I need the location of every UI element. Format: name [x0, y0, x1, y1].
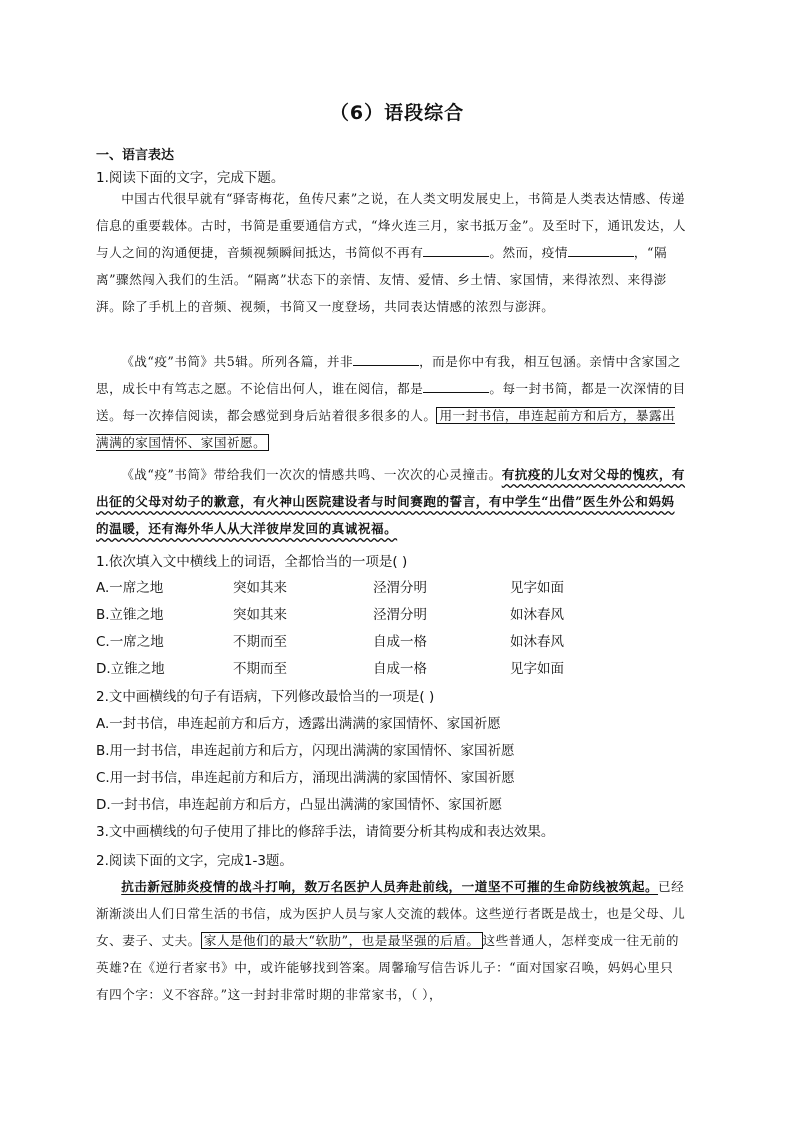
option-2-a: A.一封书信，串连起前方和后方，透露出满满的家国情怀、家国祈愿 — [96, 716, 501, 732]
underlined-sentence: 有抗疫的儿女对父母的愧疚，有出征的父母对幼子的歉意，有火神山医院建设者与时间赛跑的誓言，有中学生“出借”医生外公和妈妈的温暖，还有海外华人从大洋彼岸发回的真诚祝福。 — [96, 467, 686, 536]
option-2-b: B.用一封书信，串连起前方和后方，闪现出满满的家国情怀、家国祈愿 — [96, 743, 515, 759]
fill-blank-4 — [423, 380, 489, 393]
underlined-sentence-2: 抗击新冠肺炎疫情的战斗打响，数万名医护人员奔赴前线，一道坚不可摧的生命防线被筑起。 — [121, 879, 659, 894]
document-page: （6）语段综合 一、语言表达 1.阅读下面的文字，完成下题。 中国古代很早就有“驿寄梅花，鱼传尺素”之说，在人类文明发展史上，书简是人类表达情感、传递信息的重要载体。古时，书简是重要通信方式，“烽火连三月，家书抵万金”。及至时下，通讯发达，人与人之间的沟通便捷，音频视频瞬间抵达，书简似不再有 。然而，疫情 ，“隔离”骤然闯入我们的生活。“隔离”状态下的亲情、友情、爱情、乡土情、家国情，来得浓烈、来得澎湃。除了手机上的音频、视频，书简又一度登场，共同表达情感的浓烈与澎湃。 《战“疫”书简》共5辑。所列各篇，并非 ，而是你中有我，相互包涵。亲情中含家国之思，成长中有笃志之愿。不论信出何人，谁在阅信，都是 。每一封书简，都是一次深情的目送。每一次捧信阅读，都会感觉到身后站着很多很多的人。 用一封书信，串连起前方和后方，暴露出满满的家国情怀、家国祈愿。 《战“疫”书简》带给我们一次次的情感共鸣、一次次的心灵撞击。有抗疫的儿女对父母的愧疚，有出征的父母对幼子的歉意，有火神山医院建设者与时间赛跑的誓言，有中学生“出借”医生外公和妈妈的温暖，还有海外华人从大洋彼岸发回的真诚祝福。 1.依次填入文中横线上的词语，全都恰当的一项是( ) A.一席之地 突如其来 泾渭分明 见字如面 B.立锥之地 突如其来 泾渭分明 如沐春风 C.一席之地 不期而至 自成一格 如沐春风 D.立锥之地 不期而至 自成一格 见字如面 2.文中画横线的句子有语病，下列修改最恰当的一项是( ) A.一封书信，串连起前方和后方，透露出满满的家国情怀、家国祈愿 B.用一封书信，串连起前方和后方，闪现出满满的家国情怀、家国祈愿 C.用一封书信，串连起前方和后方，涌现出满满的家国情怀、家国祈愿 D.一封书信，串连起前方和后方，凸显出满满的家国情怀、家国祈愿 3.文中画横线的句子使用了排比的修辞手法，请简要分析其构成和表达效果。 2.阅读下面的文字，完成1-3题。 抗击新冠肺炎疫情的战斗打响，数万名医护人员奔赴前线，一道坚不可摧的生命防线被筑起。已经渐渐淡出人们日常生活的书信，成为医护人员与家人交流的载体。这些逆行者既是战士，也是父母、儿女、妻子、丈夫。 家人是他们的最大“软肋”，也是最坚强的后盾。 这些普通人，怎样变成一往无前的英雄?在《逆行者家书》中，或许能够找到答案。周馨瑜写信告诉儿子：“面对国家召唤，妈妈心里只有四个字：义不容辞。”这一封封非常时期的非常家书，（ ）， — [0, 0, 794, 1123]
boxed-sentence: 用一封书信，串连起前方和后方，暴露出满满的家国情怀、家国祈愿。 — [96, 408, 676, 450]
fill-blank-2 — [568, 244, 634, 257]
boxed-sentence-2: 家人是他们的最大“软肋”，也是最坚强的后盾。 — [201, 932, 483, 949]
question-1-2: 2.文中画横线的句子有语病，下列修改最恰当的一项是( ) — [96, 689, 435, 705]
page-title: （6）语段综合 — [329, 102, 465, 124]
option-2-d: D.一封书信，串连起前方和后方，凸显出满满的家国情怀、家国祈愿 — [96, 797, 503, 813]
passage-1-paragraph-2: 《战“疫”书简》共5辑。所列各篇，并非 ，而是你中有我，相互包涵。亲情中含家国之思，成长中有笃志之愿。不论信出何人，谁在阅信，都是 。每一封书简，都是一次深情的目送。每一次捧信阅读，都会感觉到身后站着很多很多的人。 用一封书信，串连起前方和后方，暴露出满满的家国情怀、家国祈愿。 — [96, 354, 686, 450]
passage-2-paragraph: 抗击新冠肺炎疫情的战斗打响，数万名医护人员奔赴前线，一道坚不可摧的生命防线被筑起。已经渐渐淡出人们日常生活的书信，成为医护人员与家人交流的载体。这些逆行者既是战士，也是父母、儿女、妻子、丈夫。 家人是他们的最大“软肋”，也是最坚强的后盾。 这些普通人，怎样变成一往无前的英雄?在《逆行者家书》中，或许能够找到答案。周馨瑜写信告诉儿子：“面对国家召唤，妈妈心里只有四个字：义不容辞。”这一封封非常时期的非常家书，（ ）， — [96, 879, 686, 1002]
question-2-intro: 2.阅读下面的文字，完成1-3题。 — [96, 853, 293, 869]
question-1-intro: 1.阅读下面的文字，完成下题。 — [96, 170, 285, 186]
passage-1-paragraph-1: 中国古代很早就有“驿寄梅花，鱼传尺素”之说，在人类文明发展史上，书简是人类表达情感、传递信息的重要载体。古时，书简是重要通信方式，“烽火连三月，家书抵万金”。及至时下，通讯发达，人与人之间的沟通便捷，音频视频瞬间抵达，书简似不再有 。然而，疫情 ，“隔离”骤然闯入我们的生活。“隔离”状态下的亲情、友情、爱情、乡土情、家国情，来得浓烈、来得澎湃。除了手机上的音频、视频，书简又一度登场，共同表达情感的浓烈与澎湃。 — [96, 191, 687, 314]
fill-blank-1 — [423, 244, 489, 257]
passage-1-paragraph-3: 《战“疫”书简》带给我们一次次的情感共鸣、一次次的心灵撞击。有抗疫的儿女对父母的愧疚，有出征的父母对幼子的歉意，有火神山医院建设者与时间赛跑的誓言，有中学生“出借”医生外公和妈妈的温暖，还有海外华人从大洋彼岸发回的真诚祝福。 — [96, 467, 686, 536]
question-1-3: 3.文中画横线的句子使用了排比的修辞手法，请简要分析其构成和表达效果。 — [96, 824, 555, 840]
option-2-c: C.用一封书信，串连起前方和后方，涌现出满满的家国情怀、家国祈愿 — [96, 770, 515, 786]
fill-blank-3 — [353, 353, 419, 366]
question-1-1: 1.依次填入文中横线上的词语，全都恰当的一项是( ) — [96, 554, 408, 570]
section-heading: 一、语言表达 — [96, 148, 175, 163]
